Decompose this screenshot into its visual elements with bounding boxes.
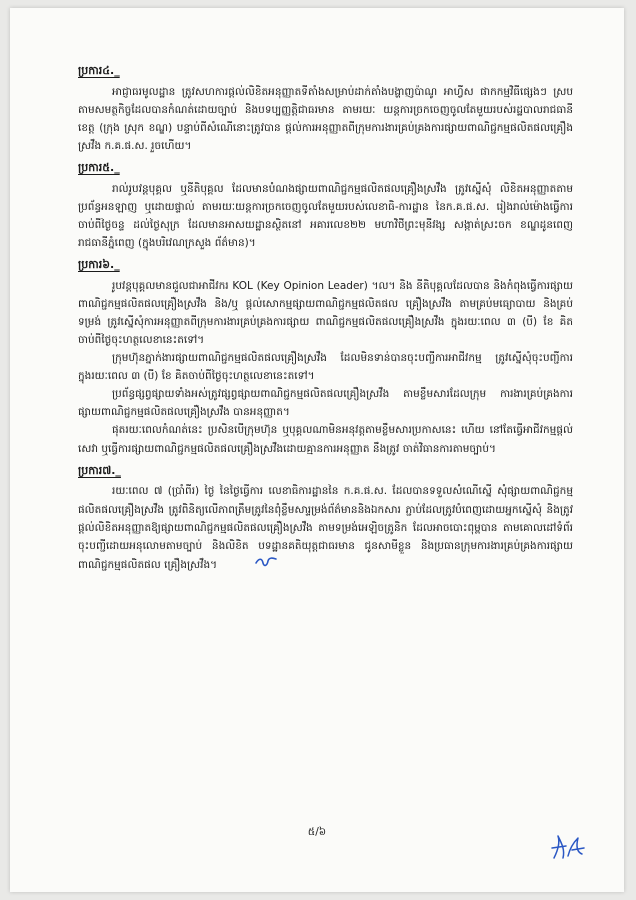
article-paragraph: អាជ្ញាធរមូលដ្ឋាន ត្រូវសហការផ្តល់លិខិតអនុញ្ញាតទីតាំងសម្រាប់ដាក់តាំងបង្ហាញប៉ាណូ អាហ្វីស ផាកកម្មវិធីផ្សេងៗ ស្របតាមសមត្ថកិច្ចដែលបានកំណត់ដោយច្បាប់ និងបទប្បញ្ញត្តិជាធរមាន តាមរយៈ យន្តការច្រកចេញចូលតែមួយរបស់រដ្ឋបាលរាជធានី ខេត្ត (ក្រុង ស្រុក ខណ្ឌ) បន្ទាប់ពីសំណើនោះត្រូវបាន ផ្តល់ការអនុញ្ញាតពីក្រុមការងារគ្រប់គ្រងការផ្សាយពាណិជ្ជកម្មផលិតផលគ្រឿងស្រវឹង ក.គ.ផ.ស. រួចហើយ។ [78, 85, 573, 153]
document-body [78, 58, 573, 575]
article-heading: ប្រការ៤._ [78, 64, 120, 77]
article-paragraph: ផុតរយៈពេលកំណត់នេះ ប្រសិនបើក្រុមហ៊ុន ឬបុគ្គលណាមិនអនុវត្តតាមខ្លឹមសារប្រកាសនេះ ហើយ នៅតែធ្វើអាជីវកម្មផ្តល់សេវា ឬធ្វើការផ្សាយពាណិជ្ជកម្មផលិតផលគ្រឿងស្រវឹងដោយគ្មានការអនុញ្ញាត នឹងត្រូវ ចាត់វិធានការតាមច្បាប់។ [78, 424, 573, 455]
document-page [10, 8, 624, 892]
page-number: ៥/៦ [307, 826, 327, 838]
article-paragraph: រូបវន្តបុគ្គលមានជួលជាអាជីវករ KOL (Key Opinion Leader) ។ល។ និង នីតិបុគ្គលដែលបាន និងកំពុងធ្វើការផ្សាយពាណិជ្ជកម្មផលិតផលគ្រឿងស្រវឹង និង/ឬ ផ្តល់សោកម្មផ្សាយពាណិជ្ជកម្មផលិតផល គ្រឿងស្រវឹង តាមគ្រប់មធ្យោបាយ និងគ្រប់ទម្រង់ ត្រូវស្នើសុំការអនុញ្ញាតពីក្រុមការងារគ្រប់គ្រងការផ្សាយ ពាណិជ្ជកម្មផលិតផលគ្រឿងស្រវឹង ក្នុងរយៈពេល ៣ (បី) ខែ គិតចាប់ពីថ្ងៃចុះហត្ថលេខានេះតទៅ។ [78, 280, 573, 347]
article-7 [78, 462, 573, 575]
article-5 [78, 159, 573, 252]
article-paragraph: ប្រព័ន្ធផ្សព្វផ្សាយទាំងអស់ត្រូវផ្សព្វផ្សាយពាណិជ្ជកម្មផលិតផលគ្រឿងស្រវឹង តាមខ្លឹមសារដែលក្រុម ការងារគ្រប់គ្រងការផ្សាយពាណិជ្ជកម្មផលិតផលគ្រឿងស្រវឹង បានអនុញ្ញាត។ [78, 388, 573, 419]
article-paragraph: រាល់រូបវន្តបុគ្គល ឬនីតិបុគ្គល ដែលមានបំណងផ្សាយពាណិជ្ជកម្មផលិតផលគ្រឿងស្រវឹង ត្រូវស្នើសុំ លិខិតអនុញ្ញាតតាមប្រព័ន្ធអនឡាញ ឬដោយផ្ទាល់ តាមរយៈយន្តការច្រកចេញចូលតែមួយរបស់លេខាធិ-ការដ្ឋាន នៃក.គ.ផ.ស. រៀងរាល់ម៉ោងធ្វើការ ចាប់ពីថ្ងៃចន្ទ ដល់ថ្ងៃសុក្រ ដែលមានអាសយដ្ឋានស្ថិតនៅ អគារលេខ២២ មហាវិថីព្រះមុនីវង្ស សង្កាត់ស្រះចក ខណ្ឌដូនពេញ រាជធានីភ្នំពេញ (ក្នុងបរិវេណក្រសួង ព័ត៌មាន)។ [78, 183, 573, 250]
article-6 [78, 256, 573, 457]
article-4 [78, 62, 573, 155]
handwritten-tick-icon [220, 555, 278, 575]
article-paragraph-wrap [78, 482, 573, 574]
article-heading: ប្រការ៥._ [78, 161, 120, 175]
article-heading: ប្រការ៦._ [78, 258, 120, 272]
initials-signature-icon [548, 830, 588, 868]
article-heading: ប្រការ៧._ [78, 463, 121, 477]
article-paragraph: រយៈពេល ៧ (ប្រាំពីរ) ថ្ងៃ នៃថ្ងៃធ្វើការ លេខាធិការដ្ឋាននៃ ក.គ.ផ.ស. ដែលបានទទួលសំណើស្នើ សុំផ្សាយពាណិជ្ជកម្មផលិតផលគ្រឿងស្រវឹង ត្រូវពិនិត្យលើភាពត្រឹមត្រូវនៃពុំខ្លឹមសារ្ទម្រង់ព័ត៌មាននិងឯកសារ ភ្ជាប់ដែលត្រូវបំពេញដោយអ្នកស្នើសុំ និងត្រូវផ្តល់លិខិតអនុញ្ញាតឱ្យផ្សាយពាណិជ្ជកម្មផលិតផលគ្រឿងស្រវឹង តាមទម្រង់អេឡិចត្រូនិក ដែលអាចបោះពុម្ពបាន តាមគោលដៅទំព័រចុះបញ្ជីដោយអនុលោមតាមច្បាប់ និងលិខិត បទដ្ឋានគតិយុត្តជាធរមាន ជូនសាមីខ្លួន និងប្រធានក្រុមការងារគ្រប់គ្រងការផ្សាយពាណិជ្ជកម្មផលិតផល គ្រឿងស្រវឹង។ [78, 485, 573, 571]
article-paragraph: ក្រុមហ៊ុនភ្នាក់ងារផ្សាយពាណិជ្ជកម្មផលិតផលគ្រឿងស្រវឹង ដែលមិនទាន់បានចុះបញ្ជីការអាជីវកម្ម ត្រូវស្នើសុំចុះបញ្ជីការក្នុងរយៈពេល ៣ (បី) ខែ គិតចាប់ពីថ្ងៃចុះហត្ថលេខានេះតទៅ។ [78, 352, 573, 383]
